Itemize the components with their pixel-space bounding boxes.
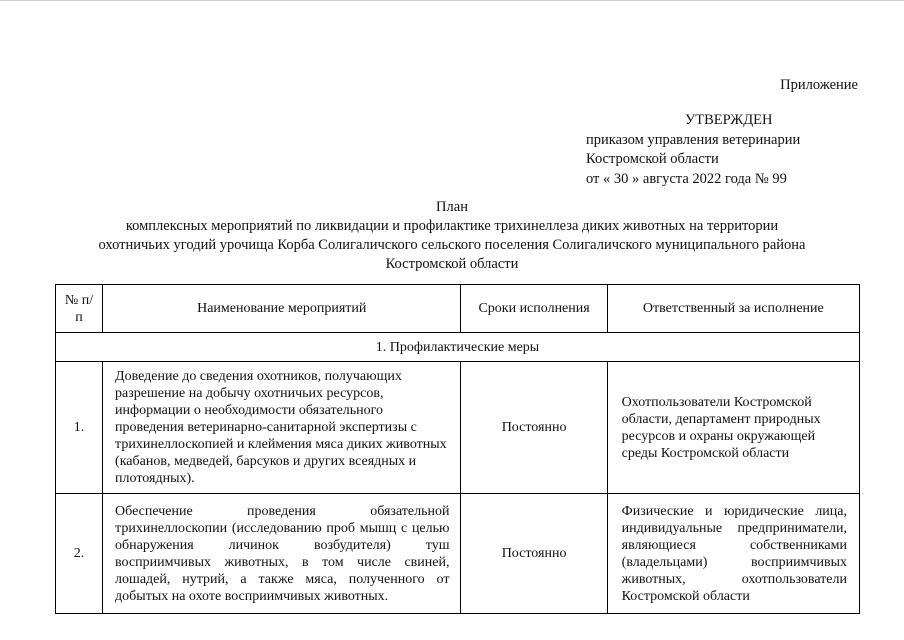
- row-number: 1.: [56, 362, 103, 494]
- header-deadline: Сроки исполнения: [461, 285, 607, 333]
- row-measure-name: Доведение до сведения охотников, получающих разрешение на добычу охотничьих ресурсов, информации о необходимости обязательного проведения ветеринарно-санитарной экспертизы с трихинеллоскопией и клеймения мяса диких животных (кабанов, медведей, барсуков и других всеядных и плотоядных).: [103, 362, 461, 494]
- approval-title: УТВЕРЖДЕН: [685, 112, 773, 128]
- plan-title: План: [436, 199, 468, 215]
- row-deadline: Постоянно: [461, 362, 607, 494]
- table-header-row: [56, 285, 860, 333]
- plan-subtitle-line-3: Костромской области: [385, 256, 519, 272]
- row-number: 2.: [56, 494, 103, 614]
- row-responsible: Физические и юридические лица, индивидуальные предприниматели, являющиеся собственниками (владельцами) восприимчивых животных, охотпользователи Костромской области: [607, 494, 859, 614]
- section-title: 1. Профилактические меры: [56, 333, 860, 362]
- table-row: [56, 362, 860, 494]
- approval-block: [586, 111, 800, 189]
- approval-region-line: Костромской области: [586, 151, 719, 167]
- page-edge-line: [0, 0, 904, 1]
- measures-table: [55, 284, 860, 614]
- header-measure-name: Наименование мероприятий: [103, 285, 461, 333]
- plan-heading: [0, 198, 904, 274]
- section-row: [56, 333, 860, 362]
- plan-subtitle-line-2: охотничьих угодий урочища Корба Солигаличского сельского поселения Солигаличского муниципального района: [98, 237, 806, 253]
- approval-order-line: приказом управления ветеринарии: [586, 131, 801, 148]
- header-number: № п/п: [56, 285, 103, 333]
- row-deadline: Постоянно: [461, 494, 607, 614]
- appendix-label: Приложение: [780, 77, 858, 93]
- approval-date-line: от « 30 » августа 2022 года № 99: [586, 170, 787, 187]
- header-responsible: Ответственный за исполнение: [607, 285, 859, 333]
- row-measure-name: Обеспечение проведения обязательной трихинеллоскопии (исследованию проб мышц с целью обнаружения личинок возбудителя) туш восприимчивых животных, в том числе свиней, лошадей, нутрий, а также мяса, полученного от добытых на охоте восприимчивых животных.: [103, 494, 461, 614]
- table-row: [56, 494, 860, 614]
- plan-subtitle-line-1: комплексных мероприятий по ликвидации и профилактике трихинеллеза диких животных на территории: [125, 218, 779, 234]
- row-responsible: Охотпользователи Костромской области, департамент природных ресурсов и охраны окружающей среды Костромской области: [607, 362, 859, 494]
